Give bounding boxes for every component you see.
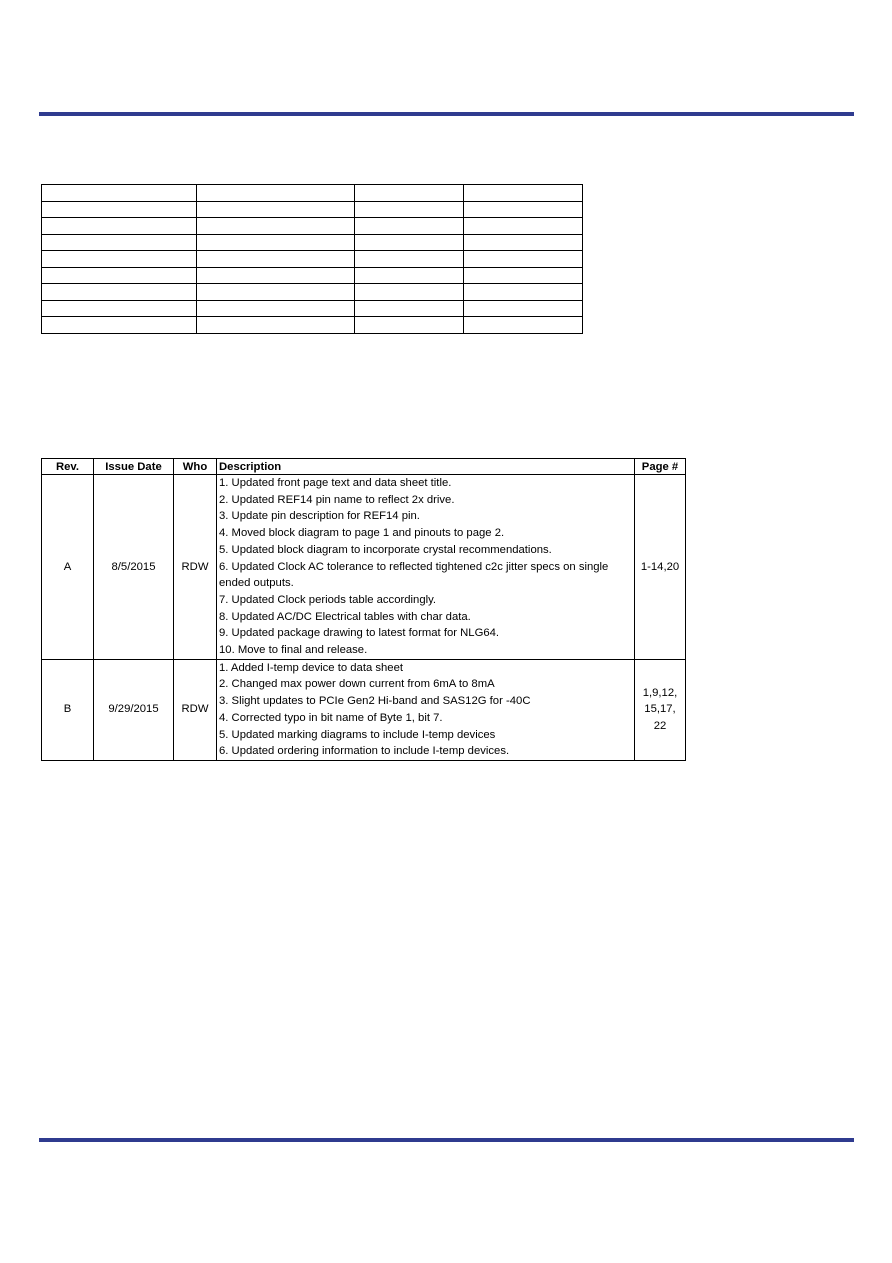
description-line: 8. Updated AC/DC Electrical tables with char data. <box>219 610 471 623</box>
ordering-cell <box>464 218 583 235</box>
description-line: 3. Slight updates to PCIe Gen2 Hi-band and SAS12G for -40C <box>219 695 531 708</box>
revision-header-row <box>42 459 686 475</box>
header-rev: Rev. <box>42 459 94 475</box>
ordering-cell <box>42 267 197 284</box>
description-line: 2. Changed max power down current from 6mA to 8mA <box>219 678 495 691</box>
header-issue-date: Issue Date <box>94 459 174 475</box>
who-cell: RDW <box>174 475 217 660</box>
ordering-cell <box>355 300 464 317</box>
header-description: Description <box>217 459 635 475</box>
ordering-cell <box>197 251 355 268</box>
ordering-cell <box>464 284 583 301</box>
page-ref: 15,17, <box>644 703 676 716</box>
ordering-cell <box>42 201 197 218</box>
description-line: 2. Updated REF14 pin name to reflect 2x drive. <box>219 493 455 506</box>
ordering-cell <box>355 201 464 218</box>
ordering-cell <box>42 300 197 317</box>
description-line: 6. Updated Clock AC tolerance to reflected tightened c2c jitter specs on single ended outputs. <box>219 560 609 590</box>
ordering-cell <box>464 251 583 268</box>
ordering-row <box>42 218 583 235</box>
ordering-cell <box>197 284 355 301</box>
ordering-cell <box>197 300 355 317</box>
description-cell <box>217 475 635 660</box>
ordering-cell <box>42 251 197 268</box>
ordering-cell <box>464 234 583 251</box>
description-line: 5. Updated marking diagrams to include I-temp devices <box>219 728 496 741</box>
ordering-cell <box>464 201 583 218</box>
who-cell: RDW <box>174 659 217 760</box>
description-line: 4. Moved block diagram to page 1 and pinouts to page 2. <box>219 527 505 540</box>
ordering-cell <box>197 201 355 218</box>
ordering-cell <box>197 234 355 251</box>
ordering-info-table <box>41 184 583 334</box>
ordering-cell <box>42 218 197 235</box>
description-line: 5. Updated block diagram to incorporate crystal recommendations. <box>219 543 552 556</box>
ordering-cell <box>464 300 583 317</box>
issue-date-cell: 9/29/2015 <box>94 659 174 760</box>
ordering-cell <box>355 218 464 235</box>
ordering-cell <box>42 234 197 251</box>
page-cell <box>635 475 686 660</box>
revision-row <box>42 659 686 760</box>
page-cell <box>635 659 686 760</box>
issue-date-cell: 8/5/2015 <box>94 475 174 660</box>
header-rule <box>39 112 854 116</box>
description-line: 10. Move to final and release. <box>219 644 368 657</box>
ordering-cell <box>197 317 355 334</box>
description-line: 4. Corrected typo in bit name of Byte 1, bit 7. <box>219 711 443 724</box>
ordering-cell <box>355 251 464 268</box>
ordering-cell <box>355 185 464 202</box>
description-line: 3. Update pin description for REF14 pin. <box>219 510 420 523</box>
ordering-cell <box>464 185 583 202</box>
ordering-cell <box>197 218 355 235</box>
description-line: 1. Updated front page text and data sheet title. <box>219 477 452 489</box>
ordering-row <box>42 234 583 251</box>
page-ref: 22 <box>653 720 667 733</box>
revision-row <box>42 475 686 660</box>
rev-cell: A <box>42 475 94 660</box>
ordering-cell <box>197 267 355 284</box>
ordering-cell <box>42 317 197 334</box>
header-page: Page # <box>635 459 686 475</box>
ordering-row <box>42 317 583 334</box>
ordering-cell <box>197 185 355 202</box>
ordering-cell <box>355 267 464 284</box>
footer-rule <box>39 1138 854 1142</box>
ordering-cell <box>42 284 197 301</box>
ordering-cell <box>42 185 197 202</box>
page-ref: 1-14,20 <box>640 560 680 573</box>
ordering-row <box>42 201 583 218</box>
ordering-row <box>42 300 583 317</box>
description-line: 9. Updated package drawing to latest format for NLG64. <box>219 627 500 640</box>
description-line: 6. Updated ordering information to include I-temp devices. <box>219 745 510 758</box>
rev-cell: B <box>42 659 94 760</box>
ordering-row <box>42 284 583 301</box>
ordering-row <box>42 267 583 284</box>
ordering-cell <box>355 284 464 301</box>
description-line: 1. Added I-temp device to data sheet <box>219 661 404 674</box>
page-ref: 1,9,12, <box>642 686 678 699</box>
ordering-row <box>42 251 583 268</box>
ordering-cell <box>464 267 583 284</box>
header-who: Who <box>174 459 217 475</box>
description-cell <box>217 659 635 760</box>
revision-history-table <box>41 458 686 761</box>
ordering-cell <box>464 317 583 334</box>
ordering-cell <box>355 234 464 251</box>
ordering-cell <box>355 317 464 334</box>
ordering-row <box>42 185 583 202</box>
description-line: 7. Updated Clock periods table accordingly. <box>219 593 437 606</box>
